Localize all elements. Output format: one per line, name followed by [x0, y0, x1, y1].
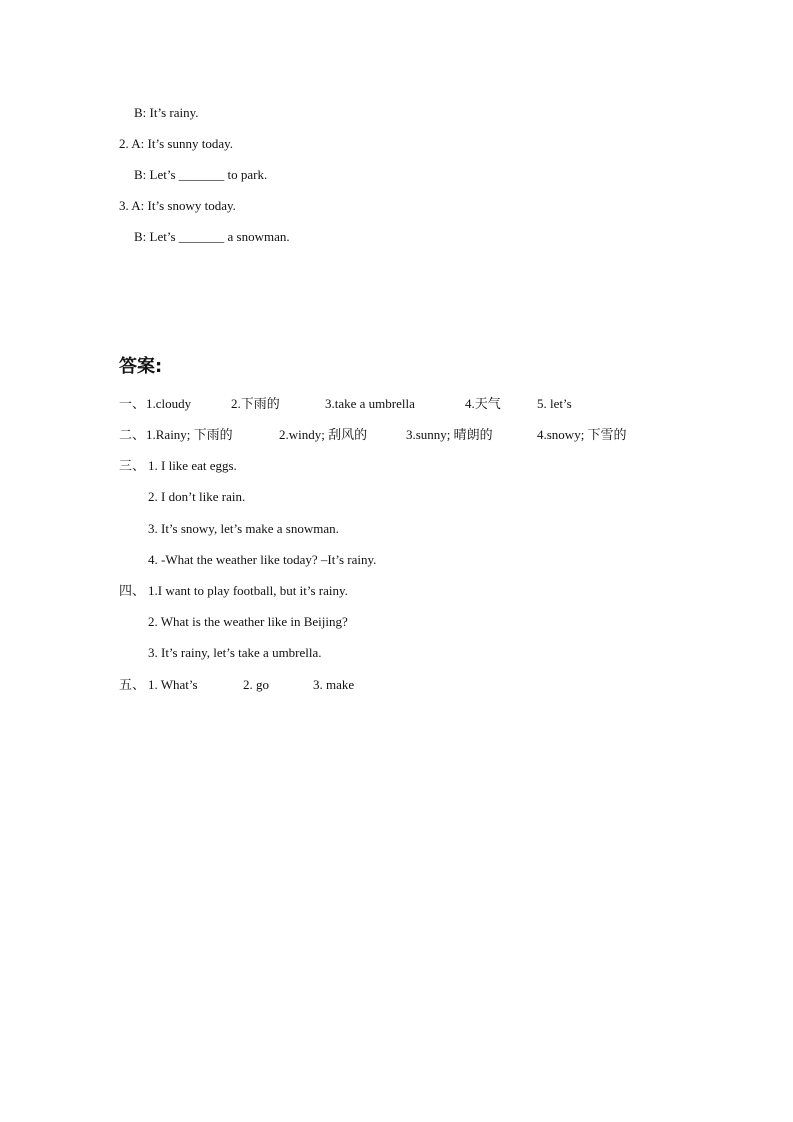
- answer-row-5-item-3: 3. make: [313, 677, 355, 692]
- answer-row-4-item-3: 3. It’s rainy, let’s take a umbrella.: [148, 645, 322, 660]
- exercise-line-3b: B: Let’s _______ a snowman.: [134, 229, 290, 244]
- answer-row-2-label: 二、: [119, 427, 146, 442]
- answer-row-1-item-2: 2.下雨的: [231, 396, 280, 411]
- exercise-line-3a: 3. A: It’s snowy today.: [119, 198, 236, 213]
- answer-row-1-label: 一、: [119, 396, 146, 411]
- answer-row-5-item-2: 2. go: [243, 677, 269, 692]
- answers-title: 答案:: [119, 356, 163, 377]
- answer-row-5-item-1: 1. What’s: [148, 677, 198, 692]
- answer-row-5-label: 五、: [119, 677, 146, 692]
- answer-row-2-item-2: 2.windy; 刮风的: [279, 427, 368, 442]
- exercise-line-2a: 2. A: It’s sunny today.: [119, 136, 233, 151]
- answer-row-1-item-5: 5. let’s: [537, 396, 572, 411]
- exercise-line-2b: B: Let’s _______ to park.: [134, 167, 268, 182]
- answer-row-1-item-4: 4.天气: [465, 396, 501, 411]
- exercise-line-1b: B: It’s rainy.: [134, 105, 199, 120]
- answer-row-2-item-3: 3.sunny; 晴朗的: [406, 427, 493, 442]
- answer-row-2-item-1: 1.Rainy; 下雨的: [146, 427, 233, 442]
- answer-row-1-item-1: 1.cloudy: [146, 396, 192, 411]
- answer-row-1-item-3: 3.take a umbrella: [325, 396, 415, 411]
- answer-row-4-item-1: 1.I want to play football, but it’s rainy.: [148, 583, 348, 598]
- answer-row-3-item-3: 3. It’s snowy, let’s make a snowman.: [148, 521, 339, 536]
- answer-row-3-item-2: 2. I don’t like rain.: [148, 489, 246, 504]
- answer-row-4-label: 四、: [119, 583, 146, 598]
- answer-row-3-label: 三、: [119, 458, 146, 473]
- answer-row-3-item-4: 4. -What the weather like today? –It’s rainy.: [148, 552, 377, 567]
- answer-row-3-item-1: 1. I like eat eggs.: [148, 458, 237, 473]
- answer-row-4-item-2: 2. What is the weather like in Beijing?: [148, 614, 348, 629]
- answer-row-2-item-4: 4.snowy; 下雪的: [537, 427, 627, 442]
